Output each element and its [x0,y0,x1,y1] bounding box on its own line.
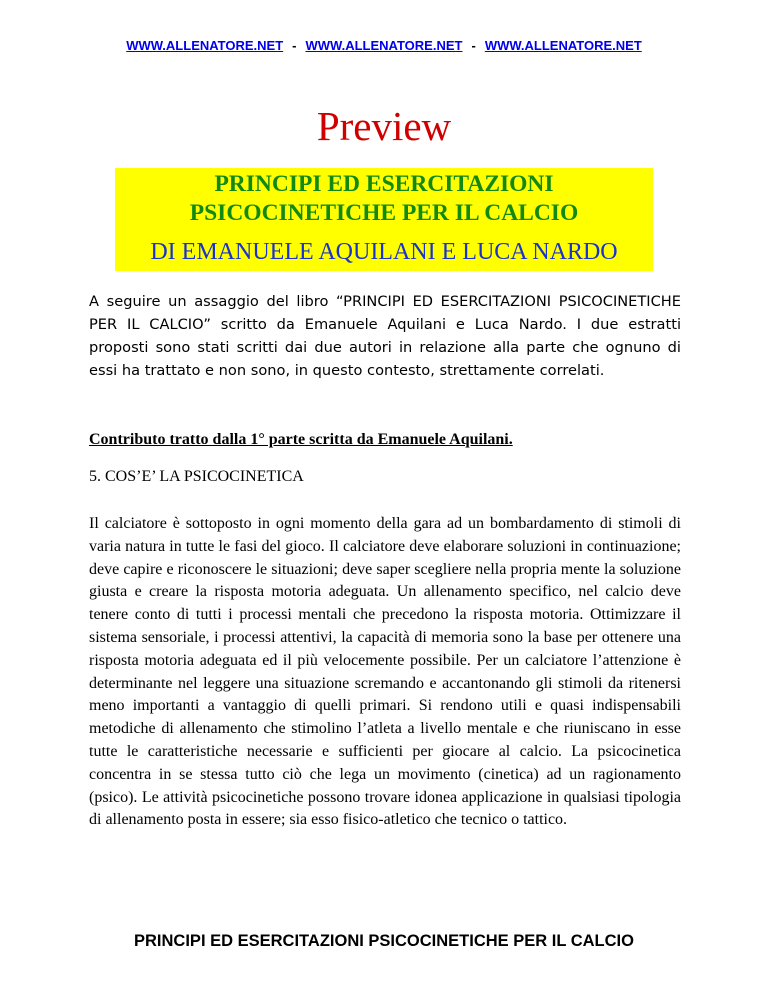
preview-label: Preview [316,103,452,149]
section-title: 5. COS’E’ LA PSICOCINETICA [89,468,304,485]
page-footer: PRINCIPI ED ESERCITAZIONI PSICOCINETICHE PER IL CALCIO [134,932,634,950]
contribution-heading: Contributo tratto dalla 1° parte scritta da Emanuele Aquilani. [89,431,513,448]
title-box [115,168,653,271]
book-title-line-2: PSICOCINETICHE PER IL CALCIO [189,200,579,226]
book-authors: DI EMANUELE AQUILANI E LUCA NARDO [150,239,618,265]
header-link-1[interactable]: WWW.ALLENATORE.NET [126,38,284,53]
header-links [0,38,768,53]
header-separator: - [471,38,476,53]
body-paragraph: Il calciatore è sottoposto in ogni momento della gara ad un bombardamento di stimoli di varia natura in tutte le fasi del gioco. Il calciatore deve elaborare soluzioni in continuazione; deve capire e riconoscere le situazioni; deve saper scegliere nella propria mente la soluzione giusta e creare la risposta motoria adeguata. Un allenamento specifico, nel calcio deve tenere conto di tutti i processi mentali che precedono la risposta motoria. Ottimizzare il sistema sensoriale, i processi attentivi, la capacità di memoria sono la base per ottenere una risposta motoria adeguata ed il più velocemente possibile. Per un calciatore l’attenzione è determinante nel leggere una situazione scremando e accantonando gli stimoli da ritenersi meno importanti a vantaggio di quelli primari. Si rendono utili e quasi indispensabili metodiche di allenamento che stimolino l’atleta a livello mentale e che riuniscano in esse tutte le caratteristiche necessarie e sufficienti per giocare al calcio. La psicocinetica concentra in se stessa tutto ciò che lega un movimento (cinetica) ad un ragionamento (psico). Le attività psicocinetiche possono trovare idonea applicazione in qualsiasi tipologia di allenamento posta in essere; sia esso fisico-atletico che tecnico o tattico. [89,515,681,829]
header-link-2[interactable]: WWW.ALLENATORE.NET [305,38,463,53]
book-title-line-1: PRINCIPI ED ESERCITAZIONI [214,171,554,197]
intro-paragraph: A seguire un assaggio del libro “PRINCIPI ED ESERCITAZIONI PSICOCINETICHE PER IL CALCIO” scritto da Emanuele Aquilani e Luca Nardo. I due estratti proposti sono stati scritti dai due autori in relazione alla parte che ognuno di essi ha trattato e non sono, in questo contesto, strettamente correlati. [89,293,681,379]
header-link-3[interactable]: WWW.ALLENATORE.NET [484,38,642,53]
header-separator: - [292,38,297,53]
